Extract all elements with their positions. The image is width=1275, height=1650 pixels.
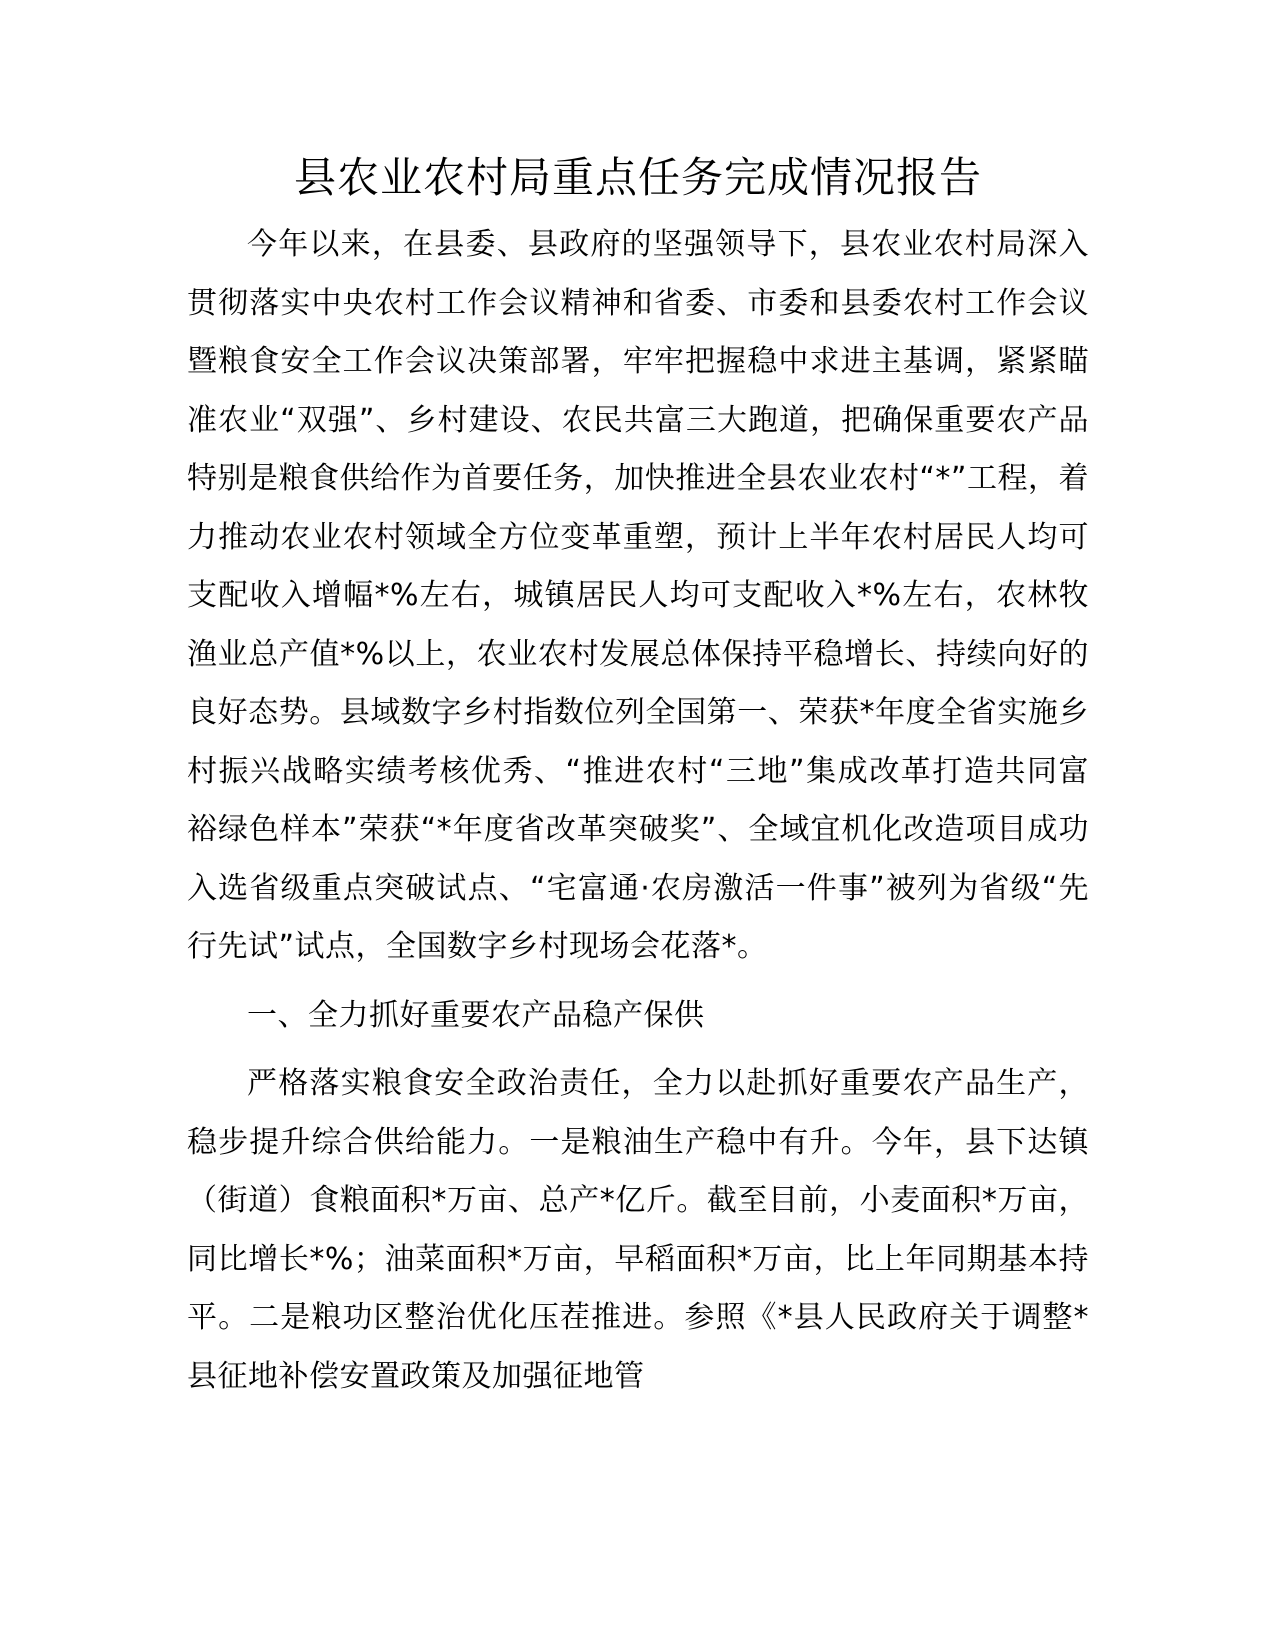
- document-title: 县农业农村局重点任务完成情况报告: [293, 153, 982, 202]
- document-page: [187, 148, 1089, 1406]
- intro-paragraph: 今年以来，在县委、县政府的坚强领导下，县农业农村局深入贯彻落实中央农村工作会议精神和省委、市委和县委农村工作会议暨粮食安全工作会议决策部署，牢牢把握稳中求进主基调，紧紧瞄准农业“双强”、乡村建设、农民共富三大跑道，把确保重要农产品特别是粮食供给作为首要任务，加快推进全县农业农村“*”工程，着力推动农业农村领域全方位变革重塑，预计上半年农村居民人均可支配收入增幅*%左右，城镇居民人均可支配收入*%左右，农林牧渔业总产值*%以上，农业农村发展总体保持平稳增长、持续向好的良好态势。县域数字乡村指数位列全国第一、荣获*年度全省实施乡村振兴战略实绩考核优秀、“推进农村“三地”集成改革打造共同富裕绿色样本”荣获“*年度省改革突破奖”、全域宜机化改造项目成功入选省级重点突破试点、“宅富通·农房激活一件事”被列为省级“先行先试”试点，全国数字乡村现场会花落*。: [187, 227, 1089, 964]
- section-heading-1: 一、全力抓好重要农产品稳产保供: [247, 997, 705, 1033]
- section-1-paragraph: 严格落实粮食安全政治责任，全力以赴抓好重要农产品生产，稳步提升综合供给能力。一是粮油生产稳中有升。今年，县下达镇（街道）食粮面积*万亩、总产*亿斤。截至目前，小麦面积*万亩，同比增长*%；油菜面积*万亩，早稻面积*万亩，比上年同期基本持平。二是粮功区整治优化压茬推进。参照《*县人民政府关于调整*县征地补偿安置政策及加强征地管: [187, 1066, 1089, 1394]
